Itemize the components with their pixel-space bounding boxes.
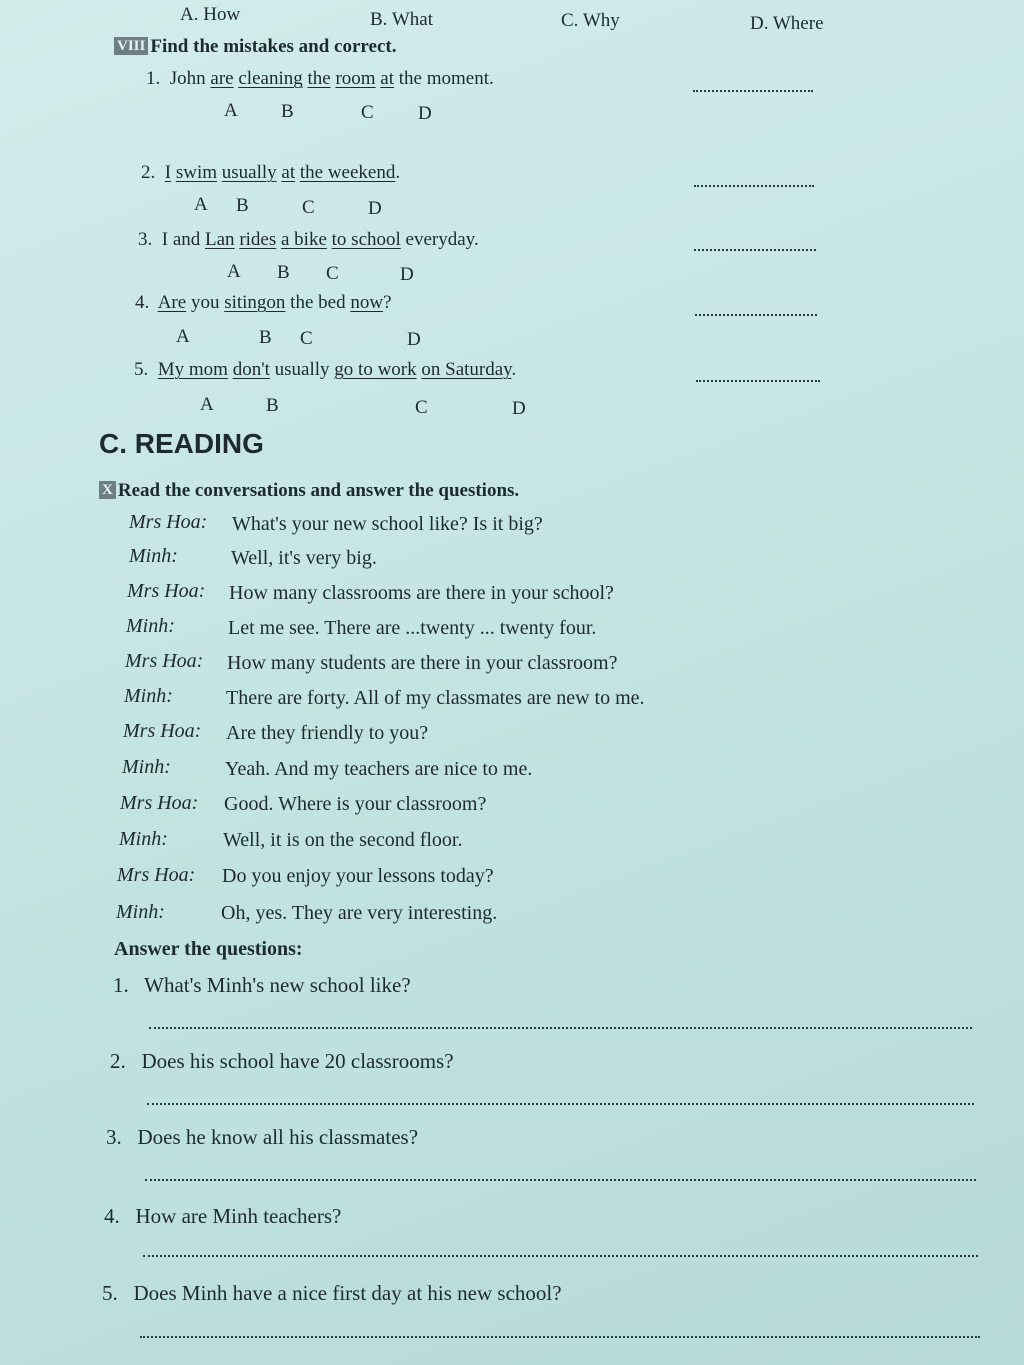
dialogue-line: What's your new school like? Is it big? [232,513,543,535]
question-text: How are Minh teachers? [135,1204,342,1228]
letter-d: D [418,103,432,124]
speaker: Mrs Hoa: [123,720,202,742]
letter-a: A [224,100,238,121]
dialogue-line: How many students are there in your classroom? [227,652,618,674]
question-3 [106,1125,418,1150]
letter-c: C [326,263,339,284]
question-number: 3. [106,1125,122,1149]
letter-c: C [361,102,374,123]
item-number: 2. [141,162,156,183]
dialogue-line: Oh, yes. They are very interesting. [221,902,498,924]
question-text: Does his school have 20 classrooms? [141,1049,454,1073]
text: I and [161,229,206,250]
speaker: Minh: [124,685,173,707]
letter-c: C [415,397,428,418]
question-text: Does he know all his classmates? [137,1125,419,1149]
speaker: Mrs Hoa: [125,650,204,672]
letter-b: B [236,195,249,216]
letter-d: D [368,198,382,219]
underlined-part: the weekend [299,162,396,183]
dialogue-line: Do you enjoy your lessons today? [222,865,494,887]
speaker: Mrs Hoa: [127,580,206,602]
mistake-item-4 [135,292,392,314]
underlined-part-a: Lan [205,229,235,250]
answer-blank-4[interactable] [695,314,817,316]
letter-a: A [200,394,214,415]
dialogue-line: There are forty. All of my classmates are new to me. [226,687,645,709]
text: the moment. [394,68,494,89]
text: everyday. [400,229,479,250]
section-viii-heading [114,36,396,58]
dialogue-line: Yeah. And my teachers are nice to me. [225,758,533,780]
question-number: 2. [110,1049,126,1073]
dialogue-line: Let me see. There are ...twenty ... twenty four. [228,617,597,639]
underlined-part-b: cleaning [238,68,303,89]
exercise-x-heading [99,480,519,502]
speaker: Mrs Hoa: [117,864,196,886]
dialogue-line: Are they friendly to you? [226,722,429,744]
letter-d: D [512,398,526,419]
text: ? [383,292,392,313]
underlined-part-c: usually [221,162,277,183]
text: . [395,162,401,183]
question-text: Does Minh have a nice first day at his new school? [133,1281,562,1305]
underlined-part-c: a bike [281,229,327,250]
answer-line-1[interactable] [149,1027,972,1029]
question-number: 1. [113,973,129,997]
answer-line-5[interactable] [140,1336,980,1338]
option-b: B. What [370,9,433,30]
speaker: Minh: [129,545,178,567]
speaker: Minh: [122,756,171,778]
text: John [169,68,211,89]
letter-a: A [176,326,190,347]
underlined-part-b: rides [239,229,277,250]
question-2 [110,1049,454,1074]
letter-b: B [259,327,272,348]
letter-b: B [266,395,279,416]
letter-d: D [407,329,421,350]
reading-heading: C. READING [99,428,264,459]
underlined-part-c: the [307,68,331,89]
letter-b: B [281,101,294,122]
exercise-title: Read the conversations and answer the questions. [117,480,520,501]
underlined-part-d: room [335,68,376,89]
speaker: Mrs Hoa: [120,792,199,814]
text: the bed [285,292,351,313]
text: . [511,359,517,380]
underlined-part-a: My mom [157,359,228,380]
underlined-part-d: to school [331,229,401,250]
exercise-number-badge: X [99,481,116,499]
underlined-part-b-c: sitingon [224,292,286,313]
letter-c: C [300,328,313,349]
dialogue-line: How many classrooms are there in your school? [229,582,614,604]
underlined-part-b: don't [232,359,270,380]
item-number: 4. [135,292,150,313]
underlined-part-b: swim [175,162,218,183]
answer-blank-5[interactable] [696,380,820,382]
question-number: 4. [104,1204,120,1228]
answer-blank-3[interactable] [694,249,816,251]
answer-line-3[interactable] [145,1179,976,1181]
speaker: Minh: [116,901,165,923]
section-title: Find the mistakes and correct. [150,36,397,57]
answer-heading: Answer the questions: [114,938,303,960]
dialogue-line: Well, it is on the second floor. [223,829,463,851]
answer-blank-2[interactable] [694,185,814,187]
letter-d: D [400,264,414,285]
question-4 [104,1204,341,1229]
option-c: C. Why [561,10,620,31]
letter-a: A [227,261,241,282]
mistake-item-3 [138,229,479,251]
answer-blank-1[interactable] [693,90,813,92]
underlined-part-a: are [210,68,234,89]
item-number: 3. [138,229,153,250]
underlined-part-c: go to work [334,359,417,380]
underlined-part-d: now [350,292,384,313]
dialogue-line: Good. Where is your classroom? [224,793,487,815]
speaker: Mrs Hoa: [129,511,208,533]
answer-line-4[interactable] [143,1255,978,1257]
dialogue-line: Well, it's very big. [231,547,377,569]
underlined-part-d: on Saturday [421,359,512,380]
question-1 [113,973,411,998]
item-number: 5. [134,359,149,380]
section-number-badge: VIII [114,37,148,55]
underlined-part: at [380,68,395,89]
mistake-item-1 [146,68,494,90]
underlined-part-d: at [281,162,296,183]
option-d: D. Where [750,13,824,34]
answer-line-2[interactable] [147,1103,974,1105]
letter-c: C [302,197,315,218]
option-a: A. How [180,4,241,25]
mistake-item-5 [134,359,516,381]
text: usually [269,359,335,380]
question-5 [102,1281,562,1306]
letter-b: B [277,262,290,283]
speaker: Minh: [119,828,168,850]
letter-a: A [194,194,208,215]
speaker: Minh: [126,615,175,637]
question-text: What's Minh's new school like? [144,973,411,997]
underlined-part-a: Are [157,292,187,313]
mistake-item-2 [141,162,400,184]
item-number: 1. [146,68,161,89]
text: you [186,292,225,313]
question-number: 5. [102,1281,118,1305]
underlined-part-a: I [164,162,172,183]
